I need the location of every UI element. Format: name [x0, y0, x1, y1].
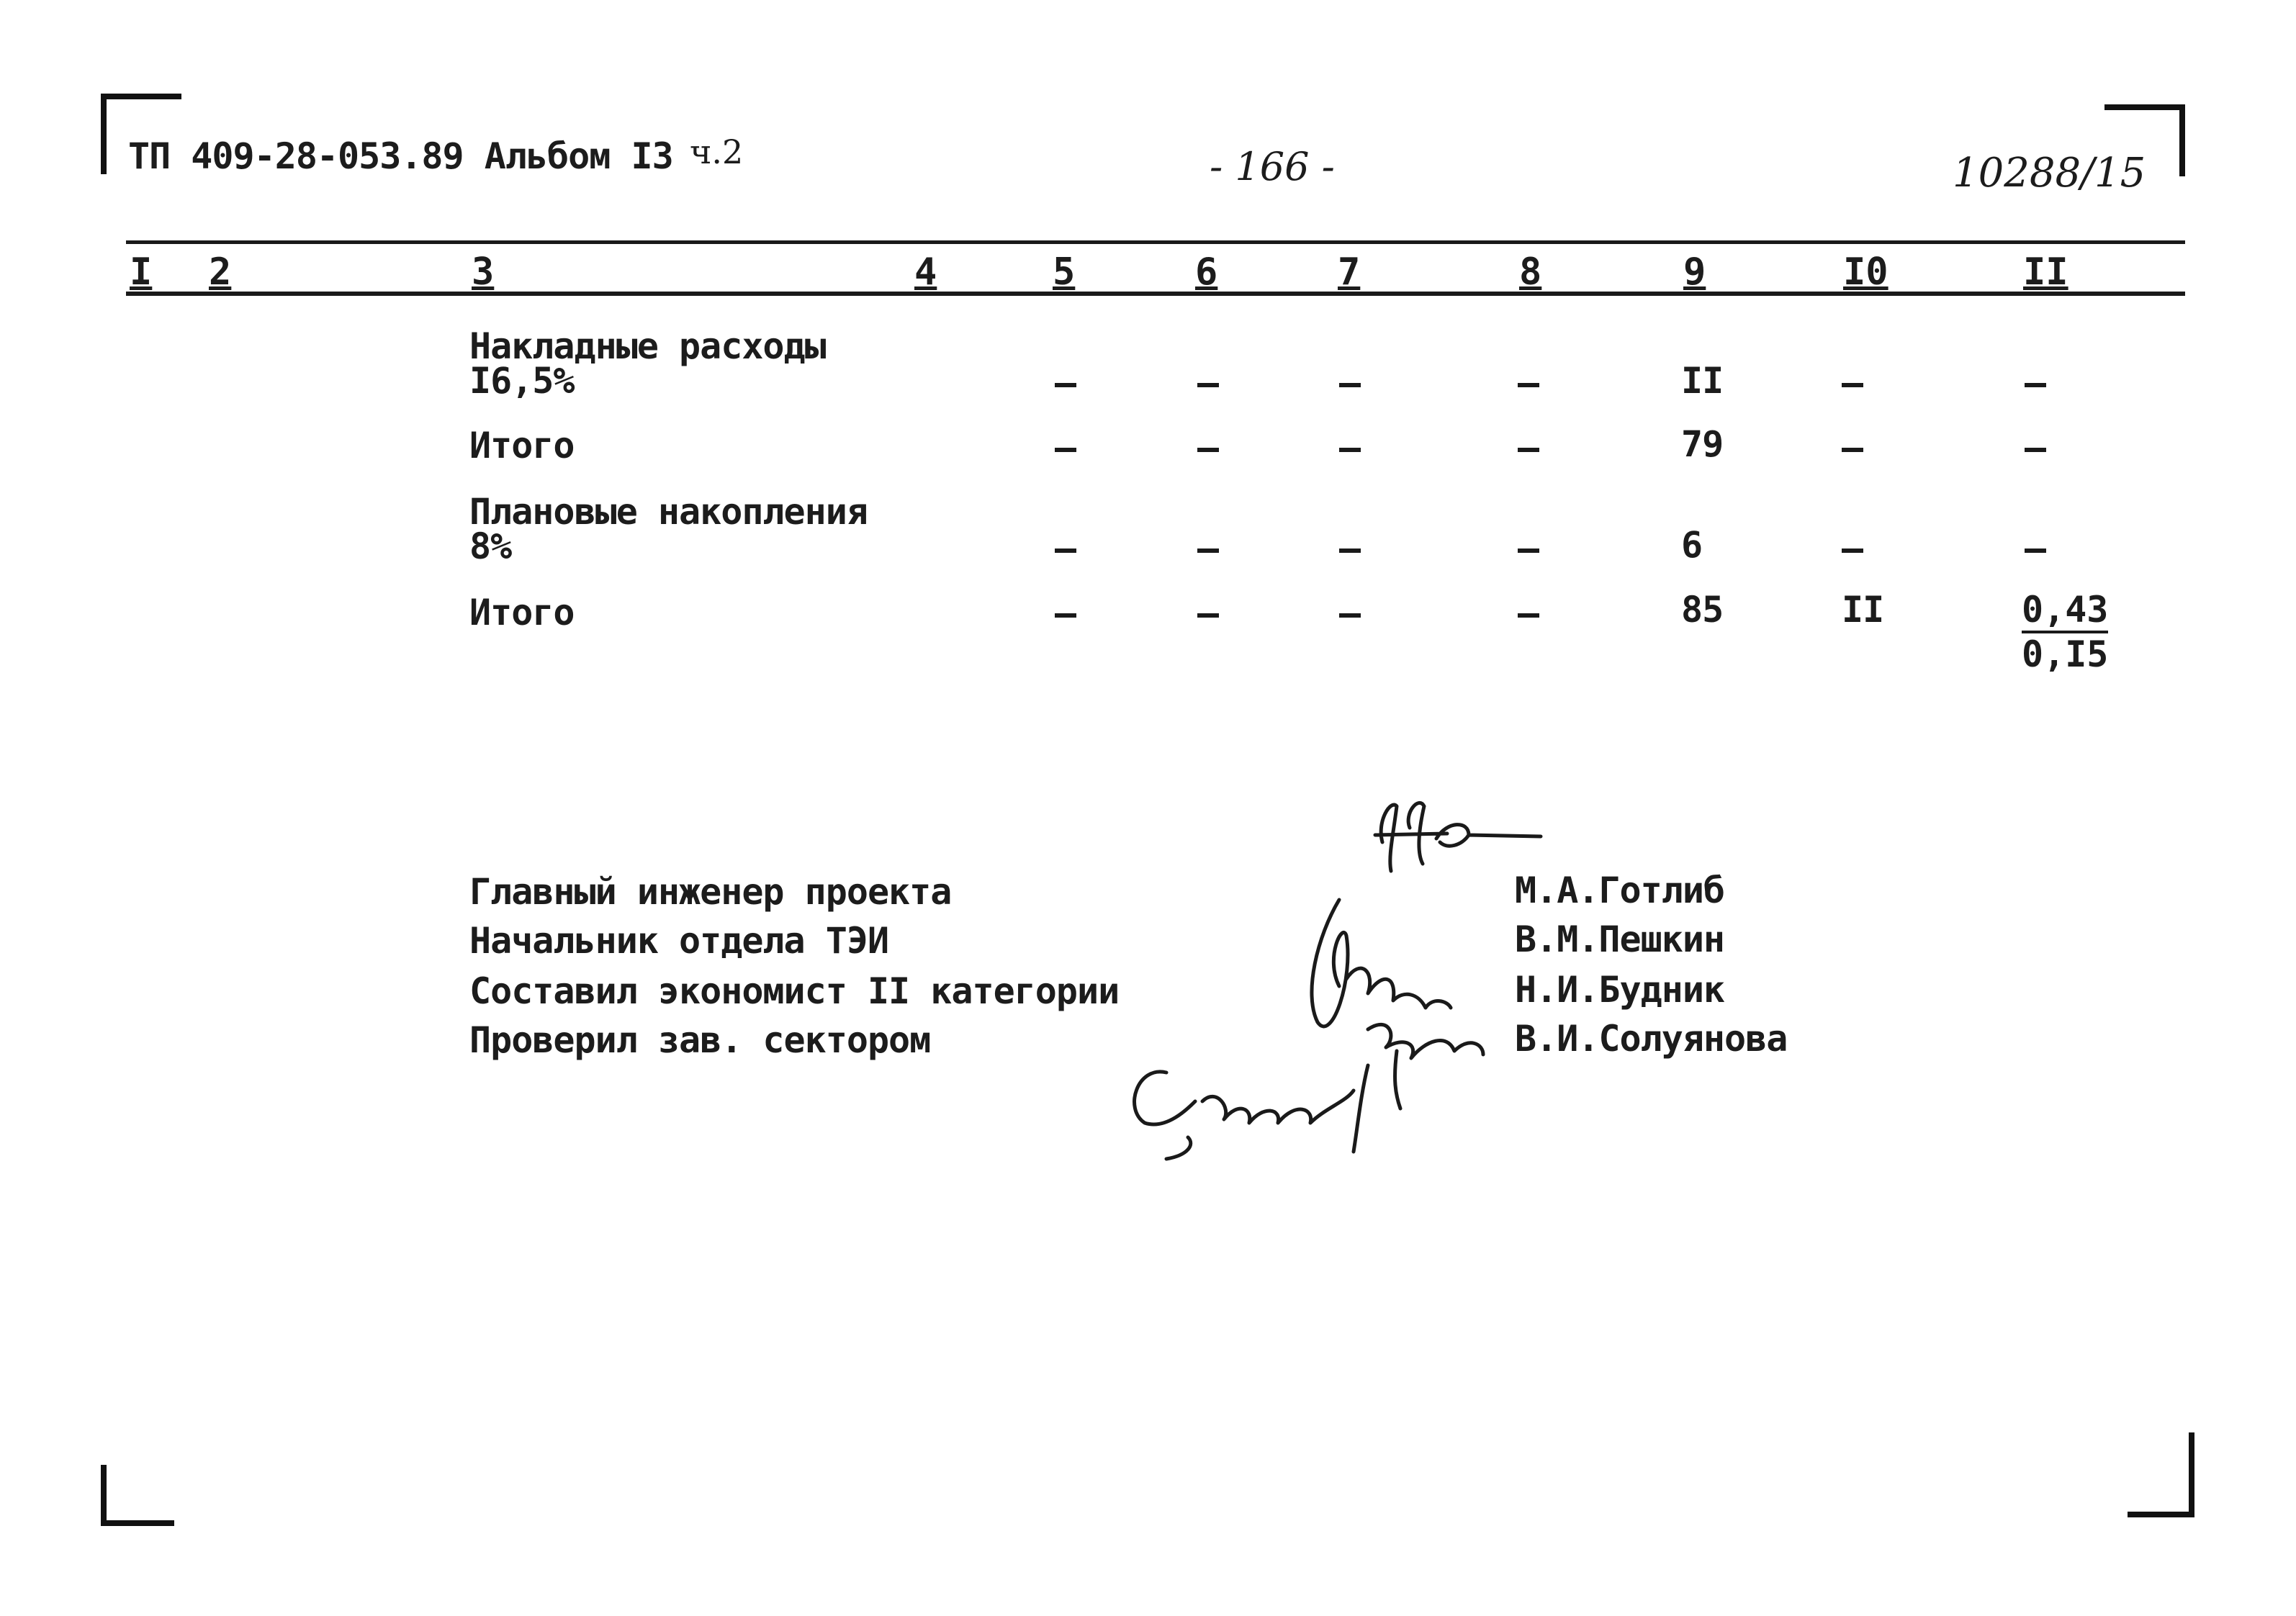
row-value-col9: 79: [1681, 423, 1724, 465]
cell-dash: [2025, 448, 2046, 452]
cell-dash: [1518, 448, 1539, 452]
signature-budnik: [1368, 1024, 1483, 1109]
cell-dash: [1197, 549, 1219, 553]
column-number-2: 2: [209, 250, 232, 294]
signature-gotlib: [1375, 803, 1541, 871]
corner-mark-bottom-left: [101, 1520, 174, 1526]
signature-name: Н.И.Будник: [1515, 969, 1725, 1011]
cell-dash: [1197, 383, 1219, 387]
table-top-rule: [126, 240, 2185, 244]
corner-mark-top-right: [2179, 104, 2185, 176]
fraction-denominator: 0,I5: [2022, 633, 2109, 675]
corner-mark-top-left: [101, 94, 107, 174]
corner-mark-bottom-right: [2189, 1432, 2194, 1517]
cell-dash: [1055, 383, 1076, 387]
row-sublabel: 8%: [469, 525, 512, 567]
signature-name: М.А.Готлиб: [1515, 870, 1725, 911]
signature-name: В.М.Пешкин: [1515, 918, 1725, 960]
inventory-number: 10288/15: [1953, 150, 2146, 197]
column-number-11: II: [2023, 250, 2068, 294]
row-label: Итого: [469, 425, 575, 466]
cell-dash: [1197, 448, 1219, 452]
cell-dash: [1518, 383, 1539, 387]
cell-dash: [1842, 549, 1863, 553]
page-number: - 166 -: [1210, 144, 1335, 189]
cell-dash: [2025, 383, 2046, 387]
row-value-col11-fraction: [2022, 589, 2109, 675]
part-number: ч.2: [690, 132, 744, 171]
cell-dash: [2025, 549, 2046, 553]
cell-dash: [1055, 549, 1076, 553]
cell-dash: [1339, 383, 1361, 387]
cell-dash: [1339, 613, 1361, 618]
corner-mark-top-left: [101, 94, 181, 99]
row-value-col10: II: [1842, 589, 1884, 631]
cell-dash: [1055, 448, 1076, 452]
row-label: Итого: [469, 592, 575, 633]
column-number-5: 5: [1053, 250, 1076, 294]
cell-dash: [1518, 549, 1539, 553]
corner-mark-bottom-left: [101, 1465, 107, 1526]
column-number-8: 8: [1519, 250, 1542, 294]
column-number-3: 3: [472, 250, 495, 294]
signature-role: Начальник отдела ТЭИ: [469, 920, 889, 962]
handwritten-signatures: [1109, 792, 1555, 1166]
cell-dash: [1339, 448, 1361, 452]
row-label: Плановые накопления: [469, 491, 868, 533]
cell-dash: [1339, 549, 1361, 553]
row-sublabel: I6,5%: [469, 360, 575, 402]
signature-name: В.И.Солуянова: [1515, 1018, 1788, 1060]
column-number-10: I0: [1843, 250, 1888, 294]
doc-code: ТП 409-28-053.89 Альбом I3: [128, 135, 673, 177]
cell-dash: [1055, 613, 1076, 618]
row-label: Накладные расходы: [469, 325, 826, 367]
signature-role: Проверил зав. сектором: [469, 1019, 931, 1061]
column-number-6: 6: [1195, 250, 1218, 294]
cell-dash: [1842, 448, 1863, 452]
cell-dash: [1197, 613, 1219, 618]
column-number-1: I: [130, 250, 153, 294]
cell-dash: [1518, 613, 1539, 618]
row-value-col9: 85: [1681, 589, 1724, 631]
column-number-4: 4: [914, 250, 937, 294]
column-number-9: 9: [1683, 250, 1706, 294]
corner-mark-top-right: [2104, 104, 2185, 110]
signature-soluyanova: [1135, 1065, 1368, 1159]
corner-mark-bottom-right: [2128, 1512, 2194, 1517]
signature-role: Составил экономист II категории: [469, 970, 1120, 1012]
row-value-col9: 6: [1681, 524, 1703, 566]
fraction-numerator: 0,43: [2022, 592, 2108, 633]
cell-dash: [1842, 383, 1863, 387]
column-number-7: 7: [1338, 250, 1361, 294]
row-value-col9: II: [1681, 360, 1724, 402]
signature-peshkin: [1312, 900, 1451, 1026]
signature-role: Главный инженер проекта: [469, 871, 952, 913]
